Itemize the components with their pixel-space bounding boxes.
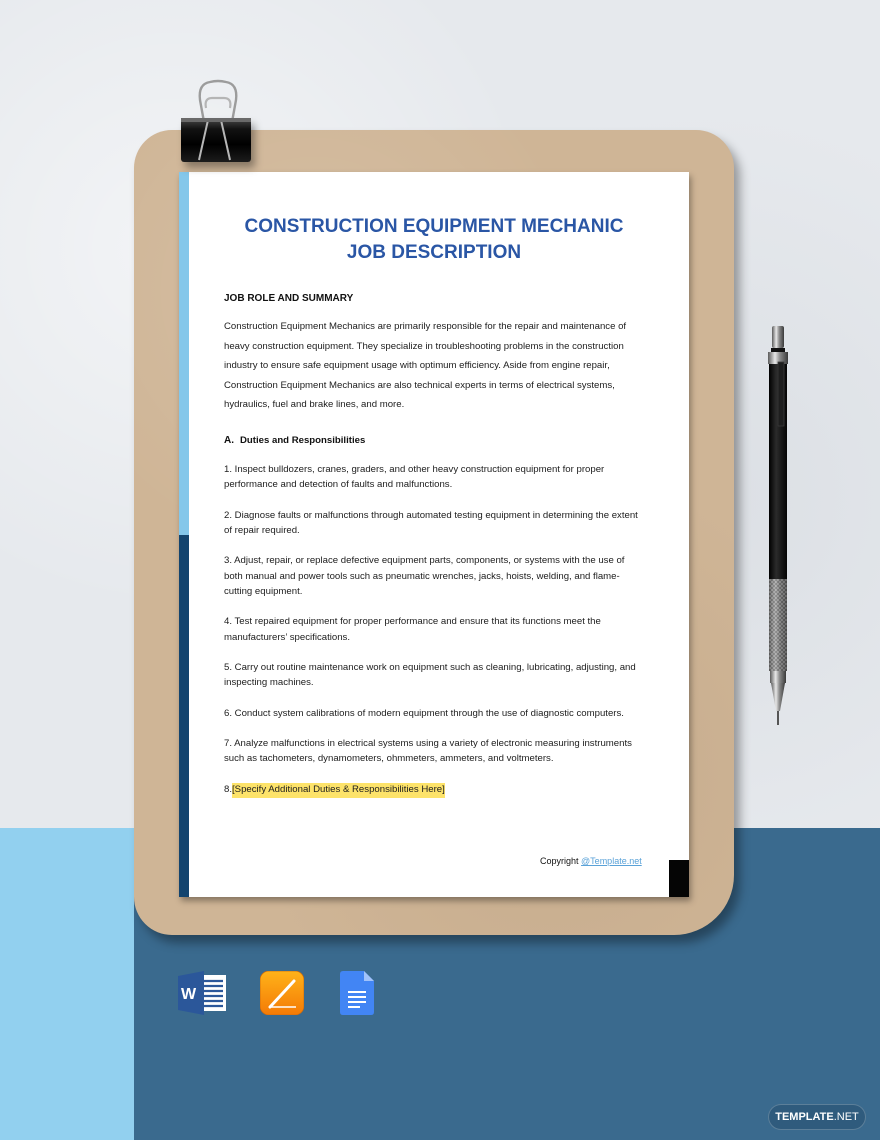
- duty-8-number: 8.: [224, 783, 233, 795]
- duty-item-8: [224, 782, 644, 797]
- word-icon[interactable]: [178, 971, 228, 1020]
- duties-heading-label: Duties and Responsibilities: [240, 435, 366, 446]
- title-line-2: JOB DESCRIPTION: [346, 242, 522, 263]
- duty-item-5: 5. Carry out routine maintenance work on equipment such as cleaning, lubricating, adjusting, and inspecting machines.: [224, 662, 636, 689]
- template-net-badge[interactable]: [768, 1104, 866, 1130]
- svg-text:W: W: [181, 986, 197, 1003]
- duty-item-2: 2. Diagnose faults or malfunctions through automated testing equipment in determining the extent of repair required.: [224, 509, 638, 536]
- copyright-footer: [540, 856, 642, 866]
- duty-item-3: 3. Adjust, repair, or replace defective equipment parts, components, or systems with the use of both manual and power tools such as pneumatic wrenches, jacks, hoists, welding, and flame-cutting equipment.: [224, 555, 625, 597]
- duties-heading: [224, 435, 365, 446]
- summary-paragraph: Construction Equipment Mechanics are primarily responsible for the repair and maintenance of heavy construction equipment. They specialize in troubleshooting problems in the construction industry to ensure safe equipment usage with optimum efficiency. Aside from engine repair, Construction Equipment Mechanics are also technical experts in terms of electrical systems, hydraulics, fuel and brake lines, and more.: [224, 321, 627, 411]
- copyright-label: Copyright: [540, 856, 579, 866]
- duty-item-6: 6. Conduct system calibrations of modern equipment through the use of diagnostic computers.: [224, 707, 624, 719]
- document-page: [179, 172, 689, 897]
- badge-brand: TEMPLATE: [775, 1111, 834, 1123]
- background-light-blue-panel: [0, 828, 134, 1140]
- title-line-1: CONSTRUCTION EQUIPMENT MECHANIC: [244, 216, 624, 237]
- duty-8-placeholder[interactable]: [Specify Additional Duties & Responsibilities Here]: [232, 783, 445, 798]
- document-title: [189, 214, 679, 266]
- accent-stripe-light: [179, 172, 189, 535]
- pages-icon[interactable]: [260, 971, 304, 1020]
- badge-suffix: .NET: [833, 1111, 859, 1123]
- accent-stripe-dark: [179, 535, 189, 897]
- copyright-link[interactable]: @Template.net: [581, 856, 642, 866]
- corner-accent-block: [669, 860, 689, 897]
- duties-list: [224, 462, 644, 812]
- mechanical-pencil-icon: [766, 326, 790, 726]
- google-docs-icon[interactable]: [340, 971, 374, 1020]
- duties-heading-letter: A.: [224, 435, 234, 446]
- duty-item-4: 4. Test repaired equipment for proper performance and ensure that its functions meet the manufacturers’ specifications.: [224, 616, 601, 643]
- duty-item-1: 1. Inspect bulldozers, cranes, graders, and other heavy construction equipment for proper performance and detection of faults and malfunctions.: [224, 464, 605, 491]
- section-heading-job-role: JOB ROLE AND SUMMARY: [224, 293, 354, 304]
- duty-item-7: 7. Analyze malfunctions in electrical systems using a variety of electronic measuring instruments such as tachometers, dynamometers, ohmmeters, ammeters, and voltmeters.: [224, 738, 632, 765]
